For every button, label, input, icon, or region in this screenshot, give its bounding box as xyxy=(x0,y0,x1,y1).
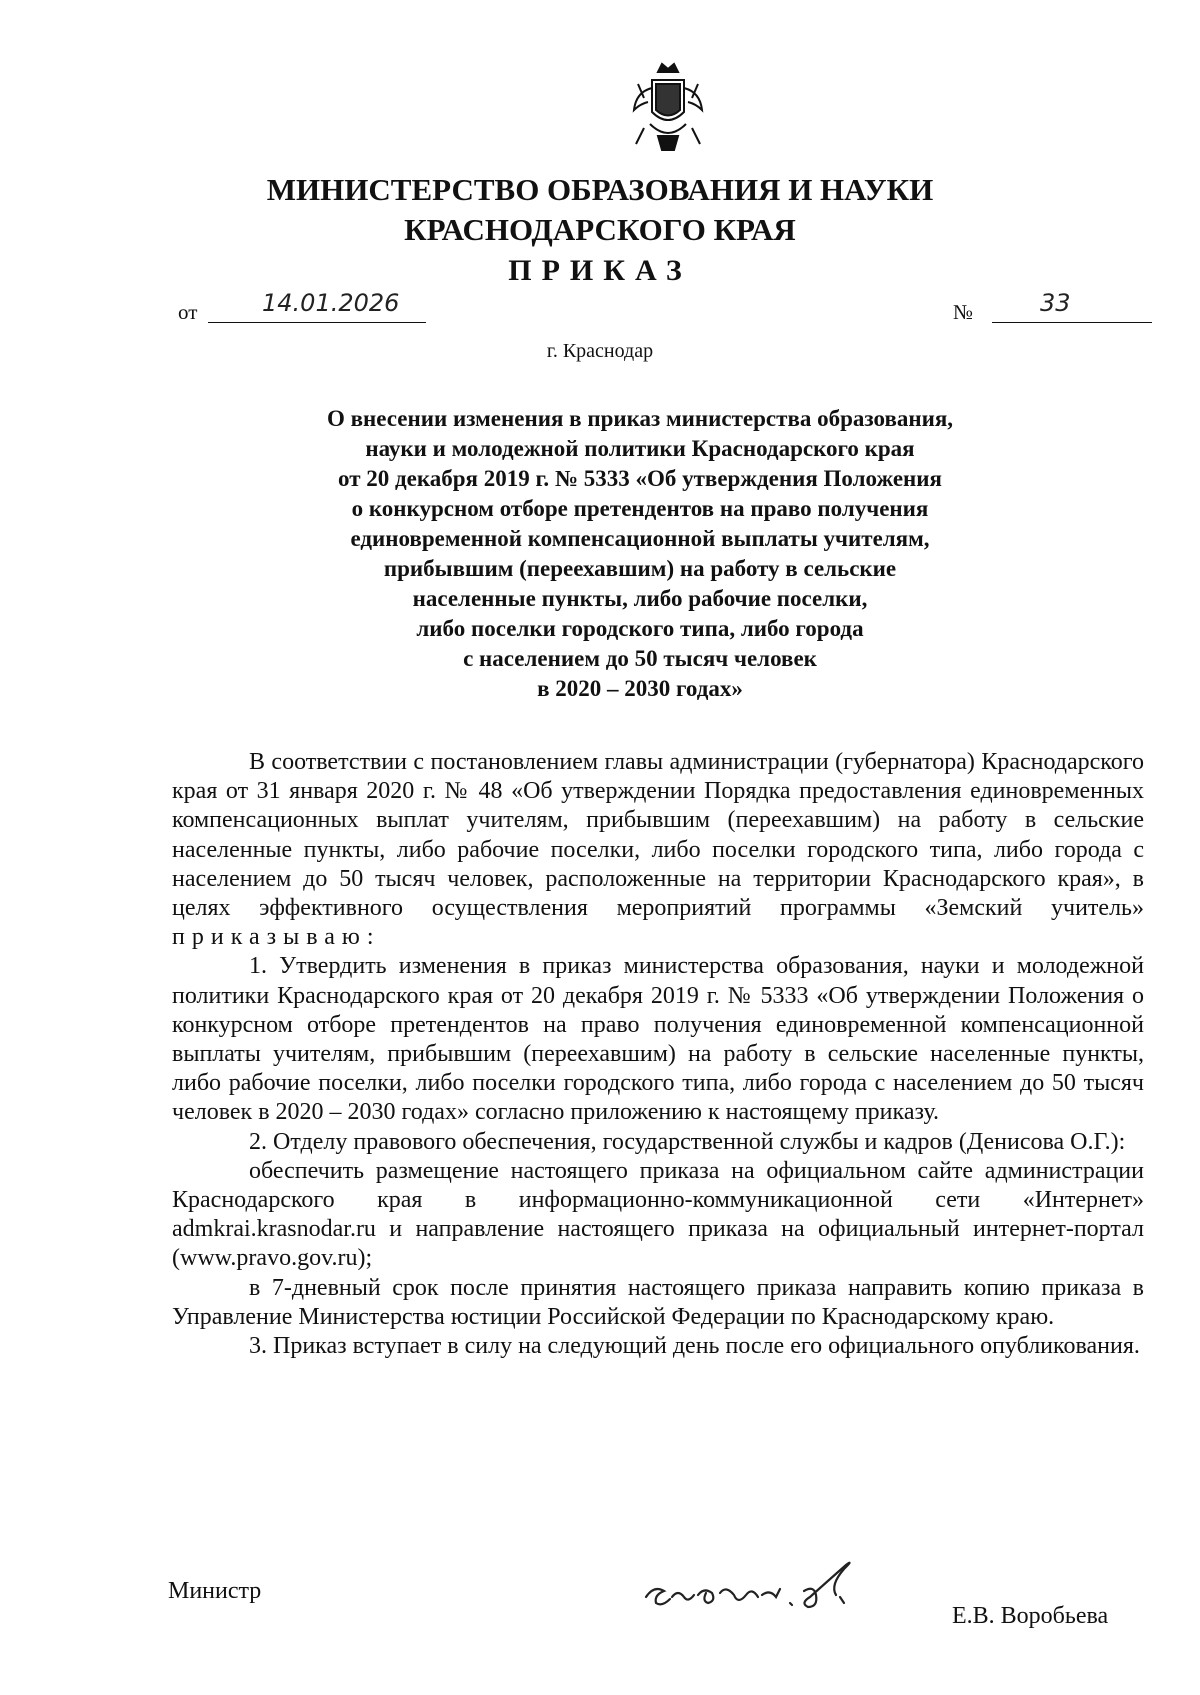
heading-line: науки и молодежной политики Краснодарского края xyxy=(365,436,915,461)
city: г. Краснодар xyxy=(546,340,654,362)
heading-line: с населением до 50 тысяч человек xyxy=(463,646,817,671)
order-command: приказываю: xyxy=(172,924,381,951)
ministry-name xyxy=(0,170,1200,250)
order-date: 14.01.2026 xyxy=(262,289,400,317)
preamble-paragraph xyxy=(172,748,1144,952)
number-label: № xyxy=(953,300,974,324)
signatory-role: Министр xyxy=(168,1578,262,1604)
heading-line: О внесении изменения в приказ министерства образования, xyxy=(326,406,954,431)
preamble-text: В соответствии с постановлением главы администрации (губернатора) Краснодарского края от 31 января 2020 г. № 48 «Об утверждении Порядка предоставления единовременных компенсационных выплат учителям, прибывшим (переехавшим) на работу в сельские населенные пункты, либо рабочие поселки, либо поселки городского типа, либо города с населением до 50 тысяч человек, расположенные на территории Краснодарского края», в целях эффективного осуществления мероприятий программы «Земский учитель» xyxy=(172,749,1144,922)
ministry-name-line1: МИНИСТЕРСТВО ОБРАЗОВАНИЯ И НАУКИ xyxy=(266,172,934,207)
order-title: ПРИКАЗ xyxy=(508,254,692,287)
handwritten-signature xyxy=(640,1545,900,1625)
order-body xyxy=(172,748,1144,1361)
signatory-name: Е.В. Воробьева xyxy=(952,1603,1109,1629)
heading-line: от 20 декабря 2019 г. № 5333 «Об утверждения Положения xyxy=(338,466,942,491)
heading-line: единовременной компенсационной выплаты учителям, xyxy=(350,526,930,551)
ministry-name-line2: КРАСНОДАРСКОГО КРАЯ xyxy=(404,212,796,247)
item-2-publication: обеспечить размещение настоящего приказа на официальном сайте администрации Краснодарского края в информационно-коммуникационной сети «Интернет» admkrai.krasnodar.ru и направление настоящего приказа на официальный интернет-портал (www.pravo.gov.ru); xyxy=(172,1157,1144,1272)
item-2-ministry-copy: в 7-дневный срок после принятия настоящего приказа направить копию приказа в Управление Министерства юстиции Российской Федерации по Краснодарскому краю. xyxy=(172,1274,1144,1330)
item-2: 2. Отделу правового обеспечения, государственной службы и кадров (Денисова О.Г.): xyxy=(249,1128,1126,1155)
heading-line: о конкурсном отборе претендентов на право получения xyxy=(351,496,929,521)
order-heading xyxy=(230,404,1050,704)
order-number: 33 xyxy=(1040,289,1071,317)
number-underline xyxy=(992,296,1152,323)
coat-of-arms-emblem xyxy=(628,58,708,158)
heading-line: прибывшим (переехавшим) на работу в сельские xyxy=(383,556,897,581)
heading-line: либо поселки городского типа, либо города xyxy=(416,616,864,641)
heading-line: в 2020 – 2030 годах» xyxy=(537,676,743,701)
heading-line: населенные пункты, либо рабочие поселки, xyxy=(412,586,868,611)
date-label: от xyxy=(178,300,198,324)
item-1: 1. Утвердить изменения в приказ министерства образования, науки и молодежной политики Краснодарского края от 20 декабря 2019 г. № 5333 «Об утверждении Положения о конкурсном отборе претендентов на право получения единовременной компенсационной выплаты учителям, прибывшим (переехавшим) на работу в сельские населенные пункты, либо рабочие поселки, либо поселки городского типа, либо города с населением до 50 тысяч человек в 2020 – 2030 годах» согласно приложению к настоящему приказу. xyxy=(172,953,1144,1126)
item-3: 3. Приказ вступает в силу на следующий день после его официального опубликования. xyxy=(249,1333,1140,1360)
